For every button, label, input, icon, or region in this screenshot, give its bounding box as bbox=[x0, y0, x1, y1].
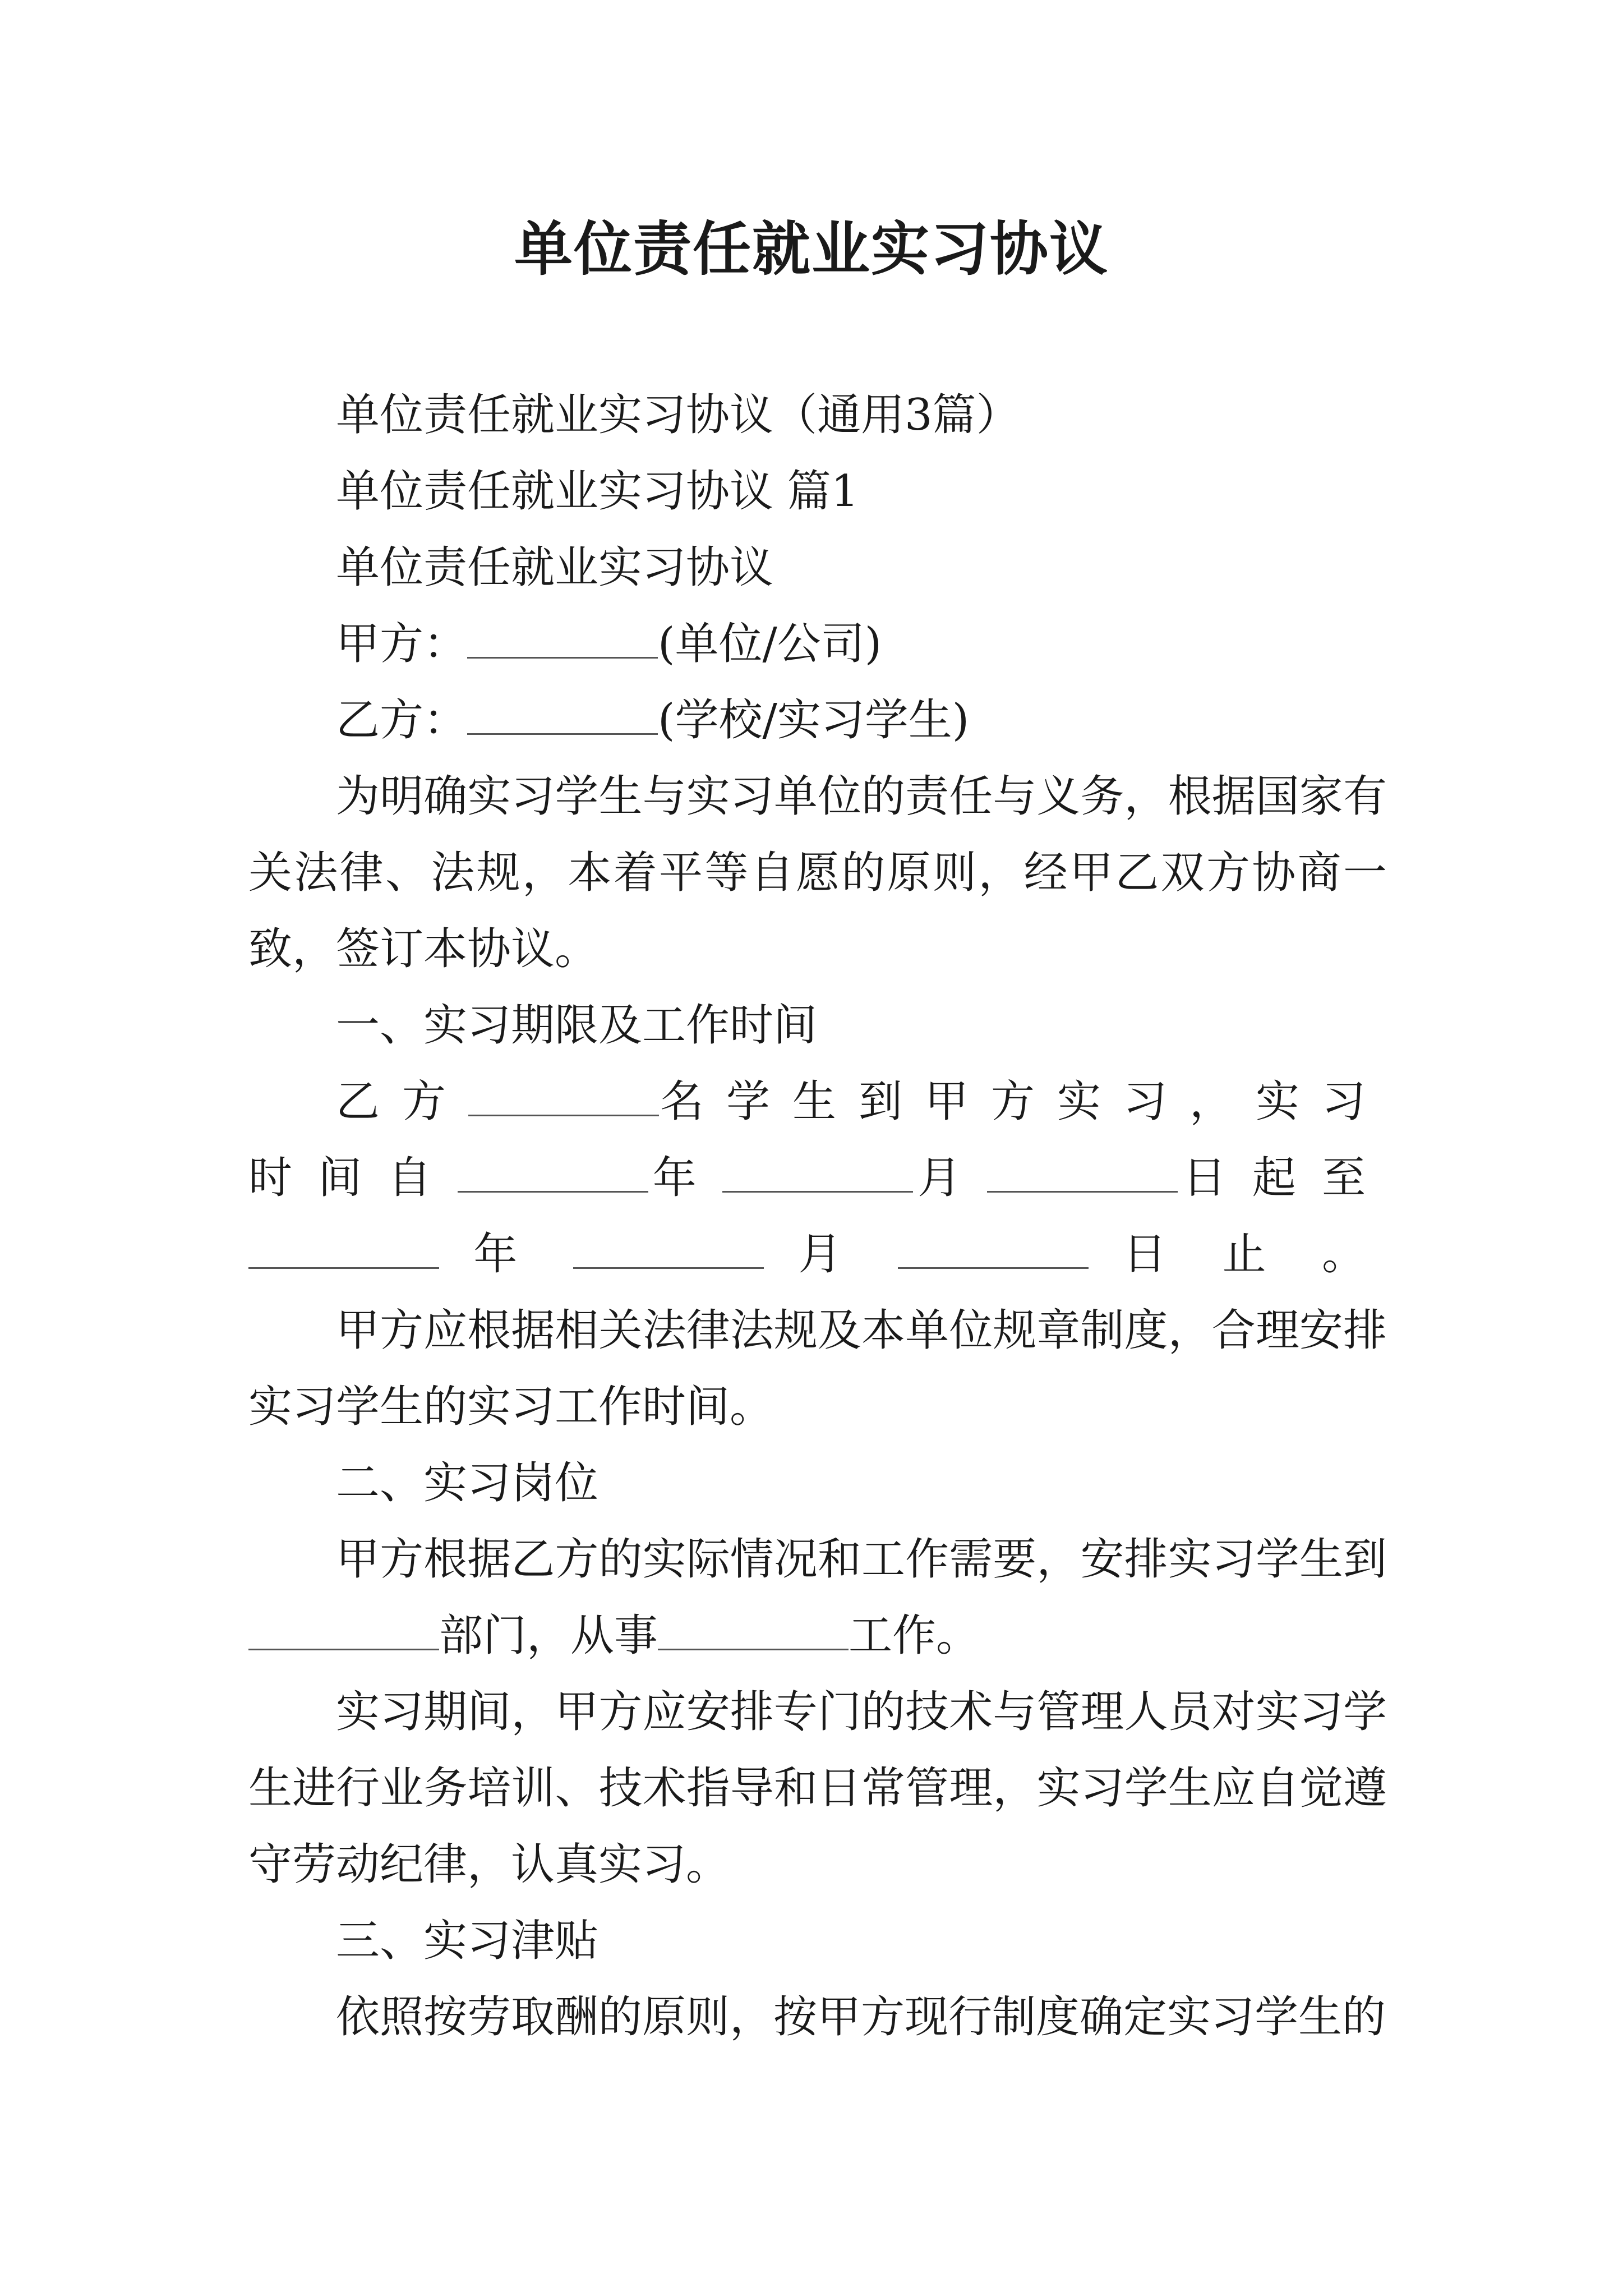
end-year-blank bbox=[248, 1221, 439, 1269]
preamble-paragraph: 为明确实习学生与实习单位的责任与义务，根据国家有关法律、法规，本着平等自愿的原则，经甲乙双方协商一致，签订本协议。 bbox=[248, 771, 1387, 974]
period-text-h: 日止。 bbox=[1088, 1229, 1387, 1280]
document-body bbox=[248, 377, 1387, 2055]
subtitle-part-1: 单位责任就业实习协议 篇1 bbox=[336, 466, 859, 517]
position-text-b: 部门，从事 bbox=[439, 1611, 658, 1661]
party-a-label: 甲方： bbox=[336, 619, 468, 669]
start-day-blank bbox=[987, 1144, 1178, 1193]
allowance-paragraph: 依照按劳取酬的原则，按甲方现行制度确定实习学生的 bbox=[336, 1992, 1386, 2042]
subtitle-general: 单位责任就业实习协议（通用3篇） bbox=[336, 390, 1020, 440]
job-blank bbox=[658, 1602, 849, 1650]
position-text-a: 甲方根据乙方的实际情况和工作需要，安排实习学生到 bbox=[336, 1534, 1387, 1585]
party-a-blank bbox=[467, 610, 658, 659]
period-text-a: 乙方 bbox=[336, 1076, 468, 1127]
end-day-blank bbox=[898, 1221, 1089, 1269]
section-heading-2: 二、实习岗位 bbox=[336, 1458, 599, 1508]
party-b-blank bbox=[467, 687, 658, 735]
party-b-suffix: (学校/实习学生) bbox=[658, 695, 970, 746]
end-month-blank bbox=[573, 1221, 764, 1269]
period-text-d: 月 bbox=[912, 1153, 988, 1203]
period-text-e: 日起至 bbox=[1178, 1153, 1387, 1203]
party-b-line bbox=[248, 682, 1387, 758]
department-blank bbox=[248, 1602, 439, 1650]
start-month-blank bbox=[722, 1144, 913, 1193]
period-text-f: 年 bbox=[439, 1229, 573, 1280]
start-year-blank bbox=[458, 1144, 648, 1193]
student-count-blank bbox=[468, 1068, 659, 1116]
position-text-c: 工作。 bbox=[849, 1611, 980, 1661]
party-a-suffix: (单位/公司) bbox=[658, 619, 882, 669]
period-text-g: 月 bbox=[763, 1229, 898, 1280]
party-b-label: 乙方： bbox=[336, 695, 468, 746]
position-paragraph bbox=[248, 1521, 1387, 1674]
party-a-line bbox=[248, 606, 1387, 682]
training-paragraph: 实习期间，甲方应安排专门的技术与管理人员对实习学生进行业务培训、技术指导和日常管理，实习学生应自觉遵守劳动纪律，认真实习。 bbox=[248, 1687, 1387, 1890]
section-heading-3: 三、实习津贴 bbox=[336, 1916, 599, 1966]
agreement-heading: 单位责任就业实习协议 bbox=[336, 542, 774, 593]
period-paragraph bbox=[248, 1064, 1387, 1292]
section-heading-1: 一、实习期限及工作时间 bbox=[336, 1000, 818, 1051]
period-text-c: 年 bbox=[648, 1153, 722, 1203]
period-text-b: 名学生到甲方实习，实习时间自 bbox=[248, 1076, 1387, 1203]
document-title: 单位责任就业实习协议 bbox=[514, 215, 1109, 283]
work-time-paragraph: 甲方应根据相关法律法规及本单位规章制度，合理安排实习学生的实习工作时间。 bbox=[248, 1305, 1387, 1432]
